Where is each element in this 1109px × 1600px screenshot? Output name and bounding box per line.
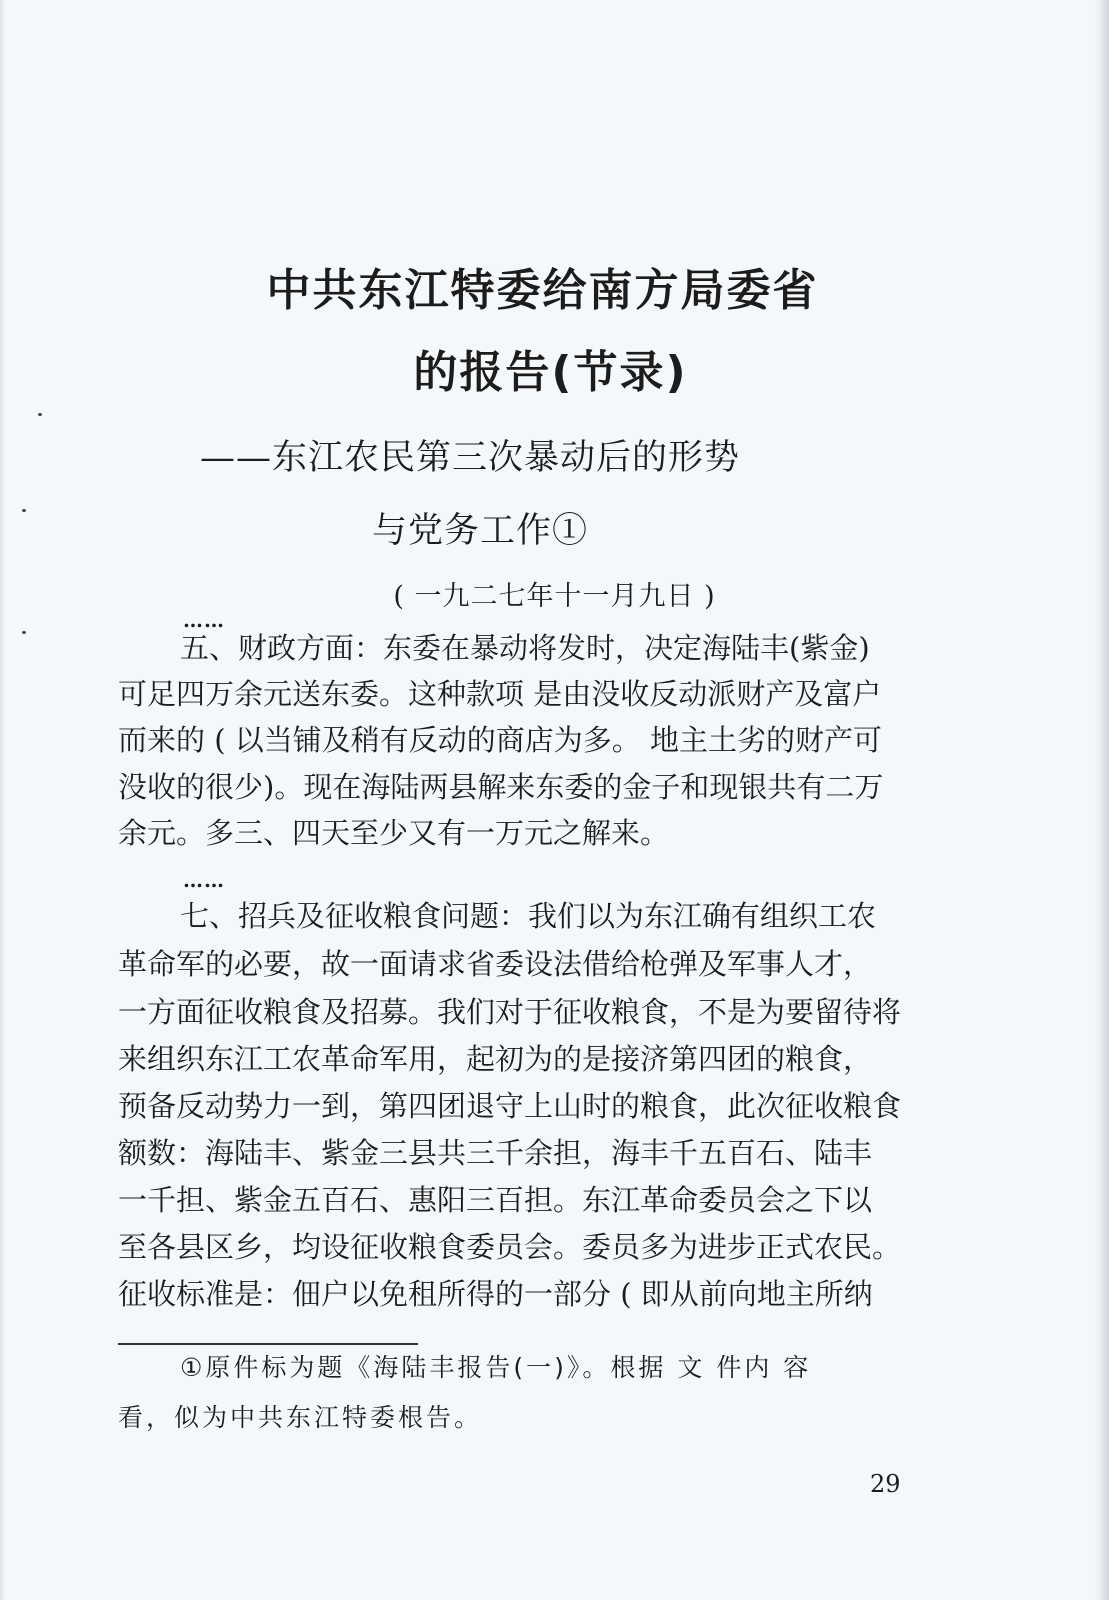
page-right-edge <box>1095 0 1109 1600</box>
document-title-line-2: 的报告(节录) <box>413 347 688 398</box>
section-seven-line: 革命军的必要，故一面请求省委设法借给枪弹及军事人才， <box>118 947 873 981</box>
scan-speck <box>22 631 26 634</box>
section-seven-line: 预备反动势力一到，第四团退守上山时的粮食，此次征收粮食 <box>118 1089 902 1123</box>
omission-marker: …… <box>183 868 225 892</box>
section-seven-line: 一方面征收粮食及招募。我们对于征收粮食，不是为要留待将 <box>118 995 902 1029</box>
footnote-divider <box>118 1343 418 1345</box>
section-seven-line: 征收标准是：佃户以免租所得的一部分 ( 即从前向地主所纳 <box>118 1277 873 1311</box>
footnote-line: ①原件标为题《海陆丰报告(一)》。根据 文 件内 容 <box>180 1353 812 1382</box>
section-seven-line: 来组织东江工农革命军用，起初为的是接济第四团的粮食， <box>118 1042 873 1076</box>
section-seven-line: 至各县区乡，均设征收粮食委员会。委员多为进步正式农民。 <box>118 1230 902 1264</box>
section-five-line: 余元。多三、四天至少又有一万元之解来。 <box>118 816 670 850</box>
page-number: 29 <box>870 1470 901 1498</box>
document-title-line-1: 中共东江特委给南方局委省 <box>266 265 819 316</box>
section-five-line: 没收的很少)。现在海陆两县解来东委的金子和现银共有二万 <box>118 770 884 804</box>
document-date: ( 一九二七年十一月九日 ) <box>393 581 716 612</box>
omission-marker: …… <box>183 608 225 632</box>
section-seven-line: 七、招兵及征收粮食问题：我们以为东江确有组织工农 <box>180 899 877 933</box>
document-subtitle-line-2: 与党务工作① <box>372 511 589 551</box>
footnote-line: 看，似为中共东江特委根告。 <box>118 1403 483 1432</box>
section-seven-line: 一千担、紫金五百石、惠阳三百担。东江革命委员会之下以 <box>118 1183 873 1217</box>
page-left-edge <box>0 0 6 1600</box>
section-five-line: 可足四万余元送东委。这种款项 是由没收反动派财产及富户 <box>118 677 882 711</box>
section-seven-line: 额数：海陆丰、紫金三县共三千余担，海丰千五百石、陆丰 <box>118 1136 873 1170</box>
scan-speck <box>22 509 26 512</box>
section-five-line: 而来的 ( 以当铺及稍有反动的商店为多。 地主土劣的财产可 <box>118 723 882 757</box>
scan-speck <box>38 413 42 416</box>
section-five-line: 五、财政方面：东委在暴动将发时，决定海陆丰(紫金) <box>180 631 870 665</box>
document-subtitle-line-1: ——东江农民第三次暴动后的形势 <box>200 438 741 478</box>
